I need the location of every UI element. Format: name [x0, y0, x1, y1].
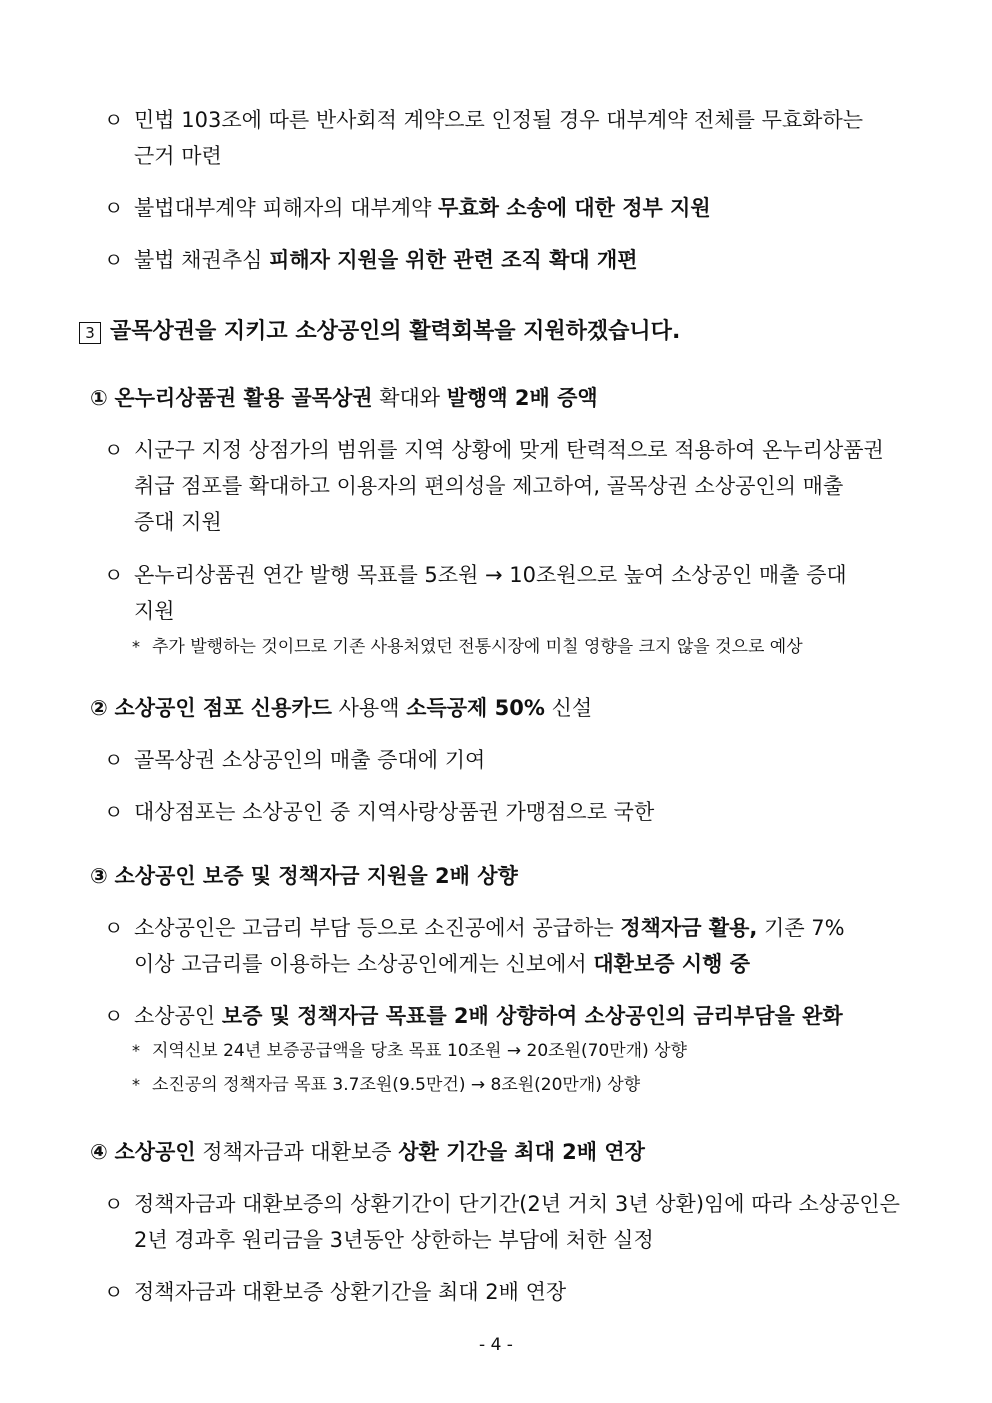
bullet-marker: ㅇ: [104, 800, 124, 824]
sub1-bullet-1-line-3: 증대 지원: [134, 510, 222, 534]
sub3-bullet-1-line-1: 소상공인은 고금리 부담 등으로 소진공에서 공급하는 정책자금 활용, 기존 7%: [134, 916, 845, 940]
bullet-marker: ㅇ: [104, 563, 124, 587]
sub1-bullet-2-line-2: 지원: [134, 599, 175, 623]
sub1-note: 추가 발행하는 것이므로 기존 사용처였던 전통시장에 미칠 영향을 크지 않을 것으로 예상: [152, 637, 803, 657]
bullet-marker: ㅇ: [104, 1004, 124, 1028]
sub4-bullet-1-line-2: 2년 경과후 원리금을 3년동안 상한하는 부담에 처한 실정: [134, 1228, 654, 1252]
sub2-bullet-1: 골목상권 소상공인의 매출 증대에 기여: [134, 748, 486, 772]
sub1-bullet-1-line-2: 취급 점포를 확대하고 이용자의 편의성을 제고하여, 골목상권 소상공인의 매출: [134, 474, 844, 498]
bullet-marker: ㅇ: [104, 1192, 124, 1216]
sub3-note-1: 지역신보 24년 보증공급액을 당초 목표 10조원 → 20조원(70만개) 상향: [152, 1041, 687, 1061]
note-marker: *: [132, 1075, 140, 1094]
sub1-bullet-1-line-1: 시군구 지정 상점가의 범위를 지역 상황에 맞게 탄력적으로 적용하여 온누리상품권: [134, 438, 884, 462]
subsection-3-title: ③ 소상공인 보증 및 정책자금 지원을 2배 상향: [90, 864, 518, 888]
subsection-2-title: ② 소상공인 점포 신용카드 사용액 소득공제 50% 신설: [90, 696, 593, 720]
section-3-title: 골목상권을 지키고 소상공인의 활력회복을 지원하겠습니다.: [110, 319, 681, 344]
intro-bullet-3: 불법 채권추심 피해자 지원을 위한 관련 조직 확대 개편: [134, 248, 638, 272]
page-number: - 4 -: [479, 1335, 513, 1355]
bullet-marker: ㅇ: [104, 438, 124, 462]
intro-bullet-1-line-1: 민법 103조에 따른 반사회적 계약으로 인정될 경우 대부계약 전체를 무효화하는: [134, 108, 864, 132]
subsection-1-title: ① 온누리상품권 활용 골목상권 확대와 발행액 2배 증액: [90, 386, 598, 410]
sub1-bullet-2-line-1: 온누리상품권 연간 발행 목표를 5조원 → 10조원으로 높여 소상공인 매출 증대: [134, 563, 847, 587]
bullet-marker: ㅇ: [104, 1280, 124, 1304]
bullet-marker: ㅇ: [104, 248, 124, 272]
note-marker: *: [132, 637, 140, 656]
sub4-bullet-2: 정책자금과 대환보증 상환기간을 최대 2배 연장: [134, 1280, 567, 1304]
bullet-marker: ㅇ: [104, 196, 124, 220]
sub4-bullet-1-line-1: 정책자금과 대환보증의 상환기간이 단기간(2년 거치 3년 상환)임에 따라 소상공인은: [134, 1192, 900, 1216]
intro-bullet-1-line-2: 근거 마련: [134, 144, 222, 168]
section-number-box: 3: [79, 322, 101, 344]
intro-bullet-2: 불법대부계약 피해자의 대부계약 무효화 소송에 대한 정부 지원: [134, 196, 711, 220]
bullet-marker: ㅇ: [104, 916, 124, 940]
note-marker: *: [132, 1041, 140, 1060]
sub3-bullet-2: 소상공인 보증 및 정책자금 목표를 2배 상향하여 소상공인의 금리부담을 완화: [134, 1004, 843, 1028]
bullet-marker: ㅇ: [104, 748, 124, 772]
subsection-4-title: ④ 소상공인 정책자금과 대환보증 상환 기간을 최대 2배 연장: [90, 1140, 645, 1164]
bullet-marker: ㅇ: [104, 108, 124, 132]
sub3-note-2: 소진공의 정책자금 목표 3.7조원(9.5만건) → 8조원(20만개) 상향: [152, 1075, 641, 1095]
sub2-bullet-2: 대상점포는 소상공인 중 지역사랑상품권 가맹점으로 국한: [134, 800, 655, 824]
sub3-bullet-1-line-2: 이상 고금리를 이용하는 소상공인에게는 신보에서 대환보증 시행 중: [134, 952, 751, 976]
